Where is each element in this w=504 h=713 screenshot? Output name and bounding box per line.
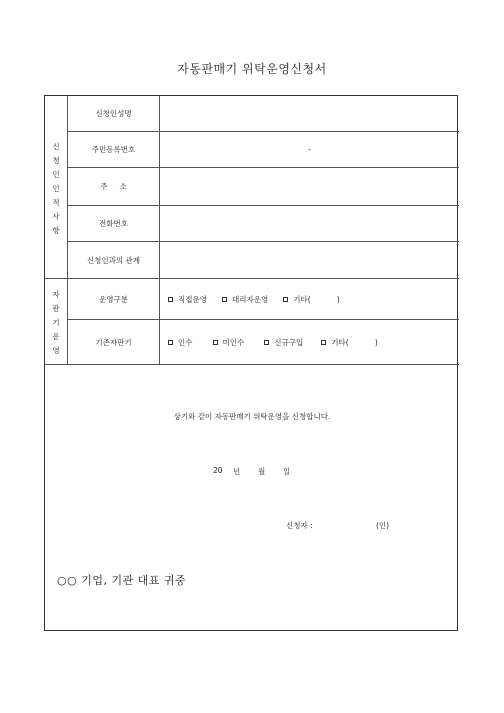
date-year-unit: 년: [233, 467, 241, 476]
relationship-label: 신청인과의 관계: [86, 255, 141, 265]
side-char: 운: [52, 332, 60, 341]
relationship-field[interactable]: [160, 242, 459, 278]
side-char: 인: [52, 184, 60, 193]
side-char: 적: [52, 198, 60, 207]
resident-number-field[interactable]: -: [308, 145, 311, 154]
operation-type-options: [160, 279, 459, 319]
form-title: 자동판매기 위탁운영신청서: [177, 62, 327, 76]
existing-machine-options: [160, 320, 459, 364]
option-label: 기타( ): [293, 294, 340, 304]
side-char: 신: [52, 142, 60, 151]
phone-field[interactable]: [160, 206, 459, 241]
applicant-name-field[interactable]: [160, 96, 459, 131]
address-label: 주 소: [100, 182, 127, 191]
option-other[interactable]: [283, 294, 340, 305]
option-label: 기타( ): [331, 337, 378, 347]
checkbox[interactable]: [222, 297, 227, 302]
checkbox[interactable]: [321, 340, 326, 345]
applicant-name-label: 신청인성명: [95, 109, 132, 118]
date-year[interactable]: 20: [213, 466, 223, 475]
seal-mark: (인): [376, 521, 390, 530]
option-direct[interactable]: [168, 294, 207, 305]
option-other[interactable]: [321, 337, 378, 348]
operation-type-label: 운영구분: [99, 294, 128, 304]
existing-machine-label: 기존자판기: [95, 337, 132, 347]
applicant-signature-label: 신청자 :: [286, 521, 313, 530]
side-char: 사: [52, 212, 60, 221]
statement-text: 상기와 같이 자동판매기 위탁운영을 신청합니다.: [173, 412, 331, 421]
application-form: [44, 95, 458, 631]
option-label: 미인수: [222, 337, 245, 347]
checkbox[interactable]: [168, 340, 173, 345]
date-month-unit: 월: [258, 467, 266, 476]
option-no-takeover[interactable]: [213, 337, 245, 348]
option-label: 대리자운영: [231, 294, 269, 304]
side-char: 영: [52, 346, 60, 355]
date-day-unit: 일: [283, 467, 291, 476]
option-label: 직접운영: [178, 294, 207, 304]
operation-side-label: [45, 284, 67, 362]
option-agent[interactable]: [222, 294, 268, 305]
divider: [45, 364, 459, 365]
address-field[interactable]: [160, 168, 459, 205]
checkbox[interactable]: [283, 297, 288, 302]
option-label: 인수: [178, 337, 193, 347]
resident-number-label: 주민등록번호: [91, 145, 136, 154]
option-label: 신규구입: [274, 337, 304, 347]
option-new-purchase[interactable]: [264, 337, 303, 348]
checkbox[interactable]: [168, 297, 173, 302]
addressee: ○○ 기업, 기관 대표 귀중: [57, 574, 187, 587]
applicant-side-label: [45, 134, 67, 244]
side-char: 인: [52, 170, 60, 179]
option-takeover[interactable]: [168, 337, 193, 348]
checkbox[interactable]: [213, 340, 218, 345]
phone-label: 전화번호: [99, 219, 128, 228]
side-char: 청: [52, 156, 60, 165]
side-char: 판: [52, 304, 60, 313]
side-char: 항: [52, 226, 60, 235]
checkbox[interactable]: [264, 340, 269, 345]
side-char: 자: [52, 290, 60, 299]
side-char: 기: [52, 318, 60, 327]
